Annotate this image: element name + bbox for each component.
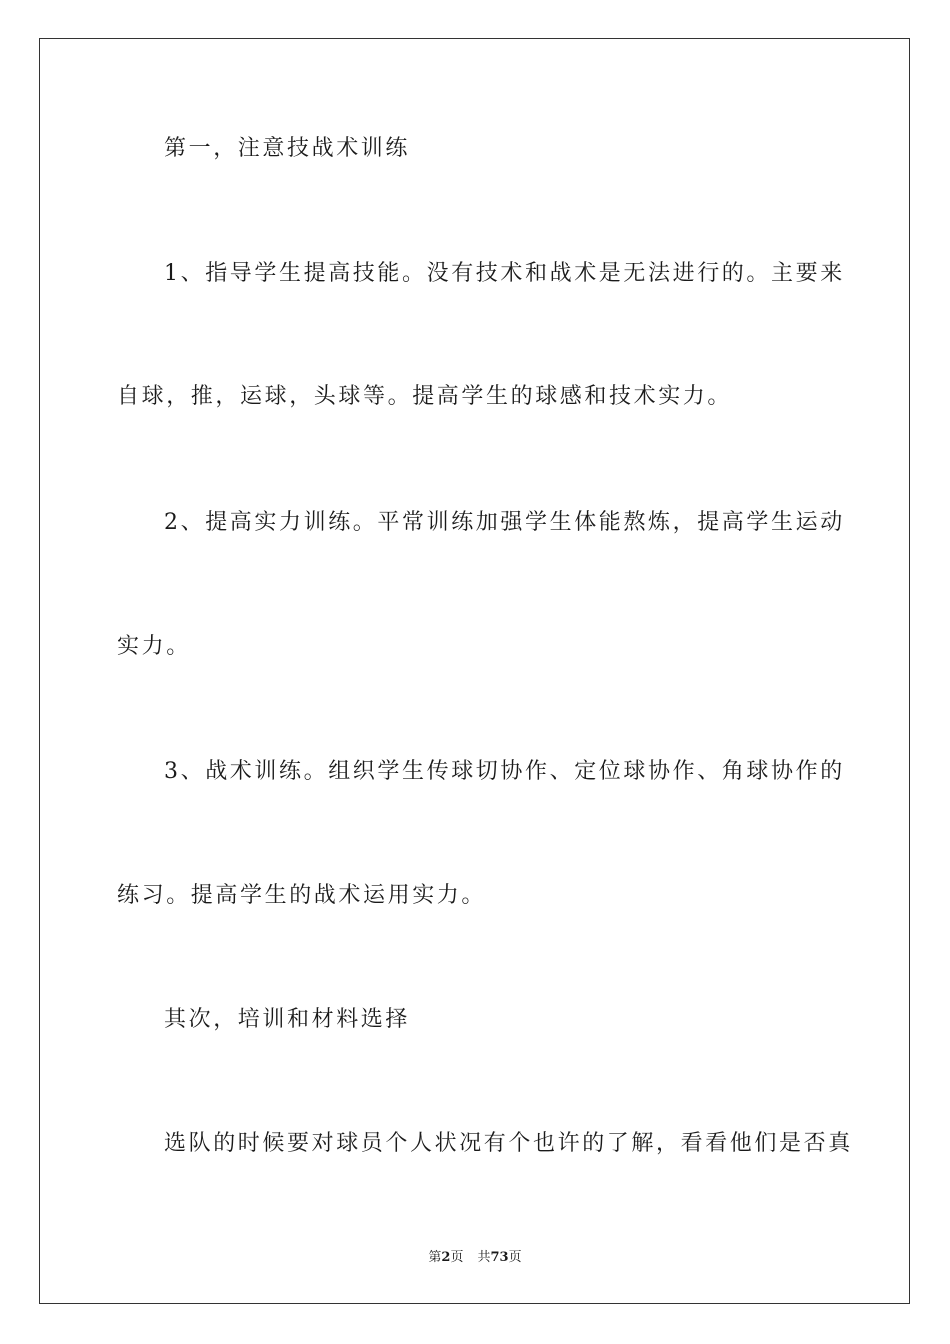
paragraph-line: 练习。提高学生的战术运用实力。	[117, 883, 487, 908]
footer-total-pages: 73	[490, 1250, 509, 1265]
paragraph-line: 1、指导学生提高技能。没有技术和战术是无法进行的。主要来	[164, 261, 845, 286]
section-heading-2: 其次，培训和材料选择	[164, 1007, 411, 1032]
footer-page-suffix: 页	[450, 1250, 464, 1265]
footer-total-suffix: 页	[508, 1250, 522, 1265]
paragraph-line: 选队的时候要对球员个人状况有个也许的了解，看看他们是否真	[164, 1131, 853, 1156]
page-footer	[0, 1246, 950, 1265]
section-heading-1: 第一，注意技战术训练	[164, 136, 411, 161]
footer-page-number: 2	[441, 1250, 451, 1265]
paragraph-line: 自球，推，运球，头球等。提高学生的球感和技术实力。	[117, 384, 733, 409]
paragraph-line: 2、提高实力训练。平常训练加强学生体能熬炼，提高学生运动	[164, 510, 845, 535]
footer-page-prefix: 第	[428, 1250, 442, 1265]
paragraph-line: 3、战术训练。组织学生传球切协作、定位球协作、角球协作的	[164, 759, 845, 784]
paragraph-line: 实力。	[117, 634, 191, 659]
footer-total-prefix: 共	[477, 1250, 491, 1265]
page-frame	[39, 38, 910, 1304]
